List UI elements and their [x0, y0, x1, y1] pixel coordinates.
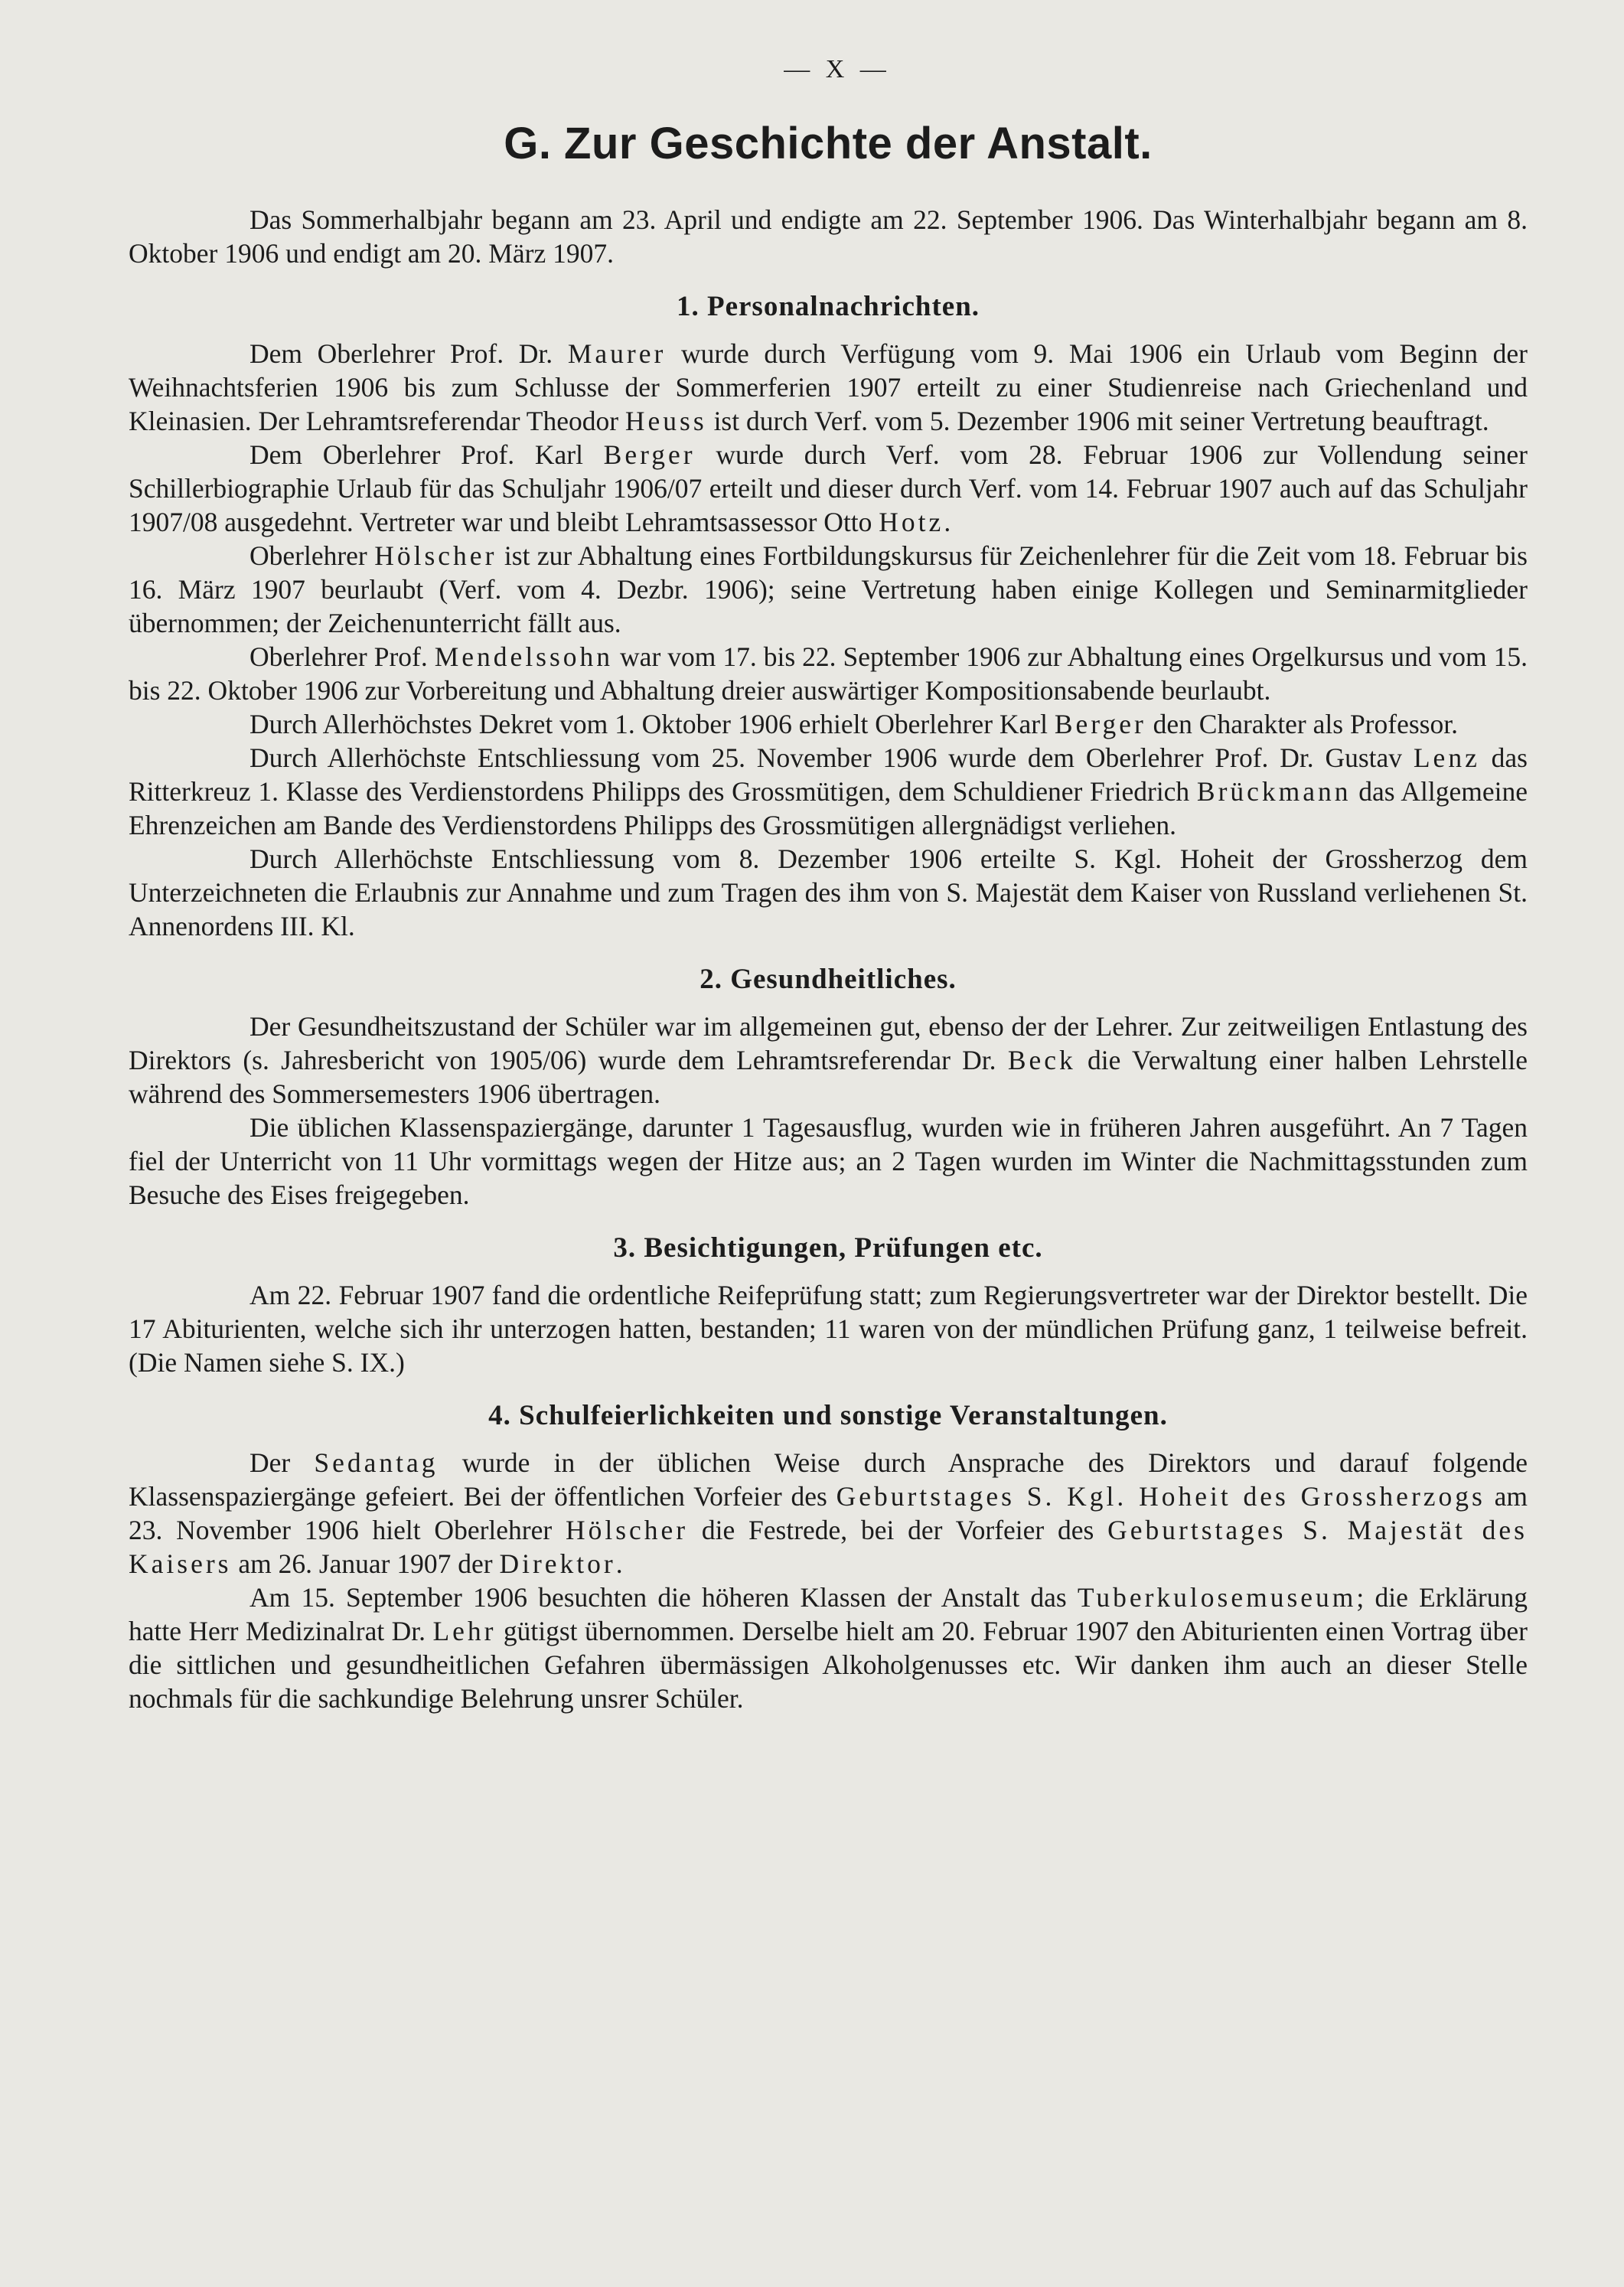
intro-paragraph: Das Sommerhalbjahr begann am 23. April und endigte am 22. September 1906. Das Winterhalbjahr begann am 8. Oktober 1906 und endigt am 20. März 1907. [129, 204, 1528, 269]
spaced-name: Mendelssohn [434, 641, 614, 672]
spaced-name: Hotz [879, 507, 944, 537]
spaced-name: Berger [603, 439, 696, 470]
spaced-name: Sedantag [314, 1447, 439, 1478]
spaced-name: Tuberkulosemuseum [1077, 1582, 1357, 1613]
paragraph: Oberlehrer Hölscher ist zur Abhaltung eines Fortbildungskursus für Zeichenlehrer für die Zeit vom 18. Februar bis 16. März 1907 beurlaubt (Verf. vom 4. Dezbr. 1906); seine Vertretung haben einige Kollegen und Seminarmitglieder übernommen; der Zeichenunterricht fällt aus. [129, 540, 1528, 638]
spaced-name: Lenz [1413, 742, 1480, 773]
paragraph: Durch Allerhöchstes Dekret vom 1. Oktober 1906 erhielt Oberlehrer Karl Berger den Charakter als Professor. [249, 709, 1458, 739]
spaced-name: Maurer [567, 338, 667, 369]
spaced-name: Brückmann [1196, 776, 1352, 807]
section-health [129, 963, 1528, 1212]
paragraph: Dem Oberlehrer Prof. Dr. Maurer wurde durch Verfügung vom 9. Mai 1906 ein Urlaub vom Beginn der Weihnachtsferien 1906 bis zum Schlusse der Sommerferien 1907 erteilt zu einer Studienreise nach Griechenland und Kleinasien. Der Lehramtsreferendar Theodor Heuss ist durch Verf. vom 5. Dezember 1906 mit seiner Vertretung beauftragt. [129, 338, 1528, 436]
spaced-name: Geburtstages S. Kgl. Hoheit des Grossherzogs [836, 1481, 1485, 1512]
paragraph: Der Gesundheitszustand der Schüler war im allgemeinen gut, ebenso der der Lehrer. Zur zeitweiligen Entlastung des Direktors (s. Jahresbericht von 1905/06) wurde dem Lehramtsreferendar Dr. Beck die Verwaltung einer halben Lehrstelle während des Sommersemesters 1906 übertragen. [129, 1011, 1528, 1109]
paragraph: Durch Allerhöchste Entschliessung vom 8. Dezember 1906 erteilte S. Kgl. Hoheit der Grossherzog dem Unterzeichneten die Erlaubnis zur Annahme und zum Tragen des ihm von S. Majestät dem Kaiser von Russland verliehenen St. Annenordens III. Kl. [129, 843, 1528, 941]
paragraph: Am 22. Februar 1907 fand die ordentliche Reifeprüfung statt; zum Regierungsvertreter war der Direktor bestellt. Die 17 Abiturienten, welche sich ihr unterzogen hatten, bestanden; 11 waren von der mündlichen Prüfung ganz, 1 teilweise befreit. (Die Namen siehe S. IX.) [129, 1280, 1528, 1378]
section-heading-health: 2. Gesundheitliches. [699, 964, 957, 995]
section-celebrations [129, 1399, 1528, 1715]
paragraph: Am 15. September 1906 besuchten die höheren Klassen der Anstalt das Tuberkulosemuseum; die Erklärung hatte Herr Medizinalrat Dr. Lehr gütigst übernommen. Derselbe hielt am 20. Februar 1907 den Abiturienten einen Vortrag über die sittlichen und gesundheitlichen Gefahren übermässigen Alkoholgenusses etc. Wir danken ihm auch an dieser Stelle nochmals für die sachkundige Belehrung unsrer Schüler. [129, 1582, 1528, 1714]
spaced-name: Hölscher [374, 540, 497, 571]
paragraph: Die üblichen Klassenspaziergänge, darunter 1 Tagesausflug, wurden wie in früheren Jahren ausgeführt. An 7 Tagen fiel der Unterricht von 11 Uhr vormittags wegen der Hitze aus; an 2 Tagen wurden im Winter die Nachmittagsstunden zum Besuche des Eises freigegeben. [129, 1112, 1528, 1210]
spaced-name: Geburtstages S. Majestät des Kaisers [129, 1515, 1528, 1579]
spaced-name: Heuss [624, 406, 707, 436]
section-inspections [129, 1232, 1528, 1379]
paragraph: Oberlehrer Prof. Mendelssohn war vom 17. bis 22. September 1906 zur Abhaltung eines Orgelkursus und vom 15. bis 22. Oktober 1906 zur Vorbereitung und Abhaltung dreier auswärtiger Kompositionsabende beurlaubt. [129, 641, 1528, 706]
paragraph: Dem Oberlehrer Prof. Karl Berger wurde durch Verf. vom 28. Februar 1906 zur Vollendung seiner Schillerbiographie Urlaub für das Schuljahr 1906/07 erteilt und dieser durch Verf. vom 14. Februar 1907 auch auf das Schuljahr 1907/08 ausgedehnt. Vertreter war und bleibt Lehramtsassessor Otto Hotz. [129, 439, 1528, 537]
page-number: — X — [784, 55, 891, 83]
spaced-name: Berger [1054, 709, 1146, 739]
paragraph: Durch Allerhöchste Entschliessung vom 25. November 1906 wurde dem Oberlehrer Prof. Dr. Gustav Lenz das Ritterkreuz 1. Klasse des Verdienstordens Philipps des Grossmütigen, dem Schuldiener Friedrich Brückmann das Allgemeine Ehrenzeichen am Bande des Verdienstordens Philipps des Grossmütigen allergnädigst verliehen. [129, 742, 1528, 840]
section-heading-celebrations: 4. Schulfeierlichkeiten und sonstige Veranstaltungen. [488, 1400, 1168, 1431]
section-personal [129, 290, 1528, 943]
spaced-name: Hölscher [565, 1515, 689, 1545]
spaced-name: Direktor [499, 1548, 616, 1579]
spaced-name: Beck [1007, 1045, 1076, 1075]
page-title: G. Zur Geschichte der Anstalt. [504, 119, 1153, 168]
section-heading-personal: 1. Personalnachrichten. [676, 291, 980, 322]
section-heading-inspections: 3. Besichtigungen, Prüfungen etc. [613, 1232, 1043, 1264]
paragraph: Der Sedantag wurde in der üblichen Weise durch Ansprache des Direktors und darauf folgende Klassenspaziergänge gefeiert. Bei der öffentlichen Vorfeier des Geburtstages S. Kgl. Hoheit des Grossherzogs am 23. November 1906 hielt Oberlehrer Hölscher die Festrede, bei der Vorfeier des Geburtstages S. Majestät des Kaisers am 26. Januar 1907 der Direktor. [129, 1447, 1528, 1579]
spaced-name: Lehr [432, 1616, 497, 1646]
